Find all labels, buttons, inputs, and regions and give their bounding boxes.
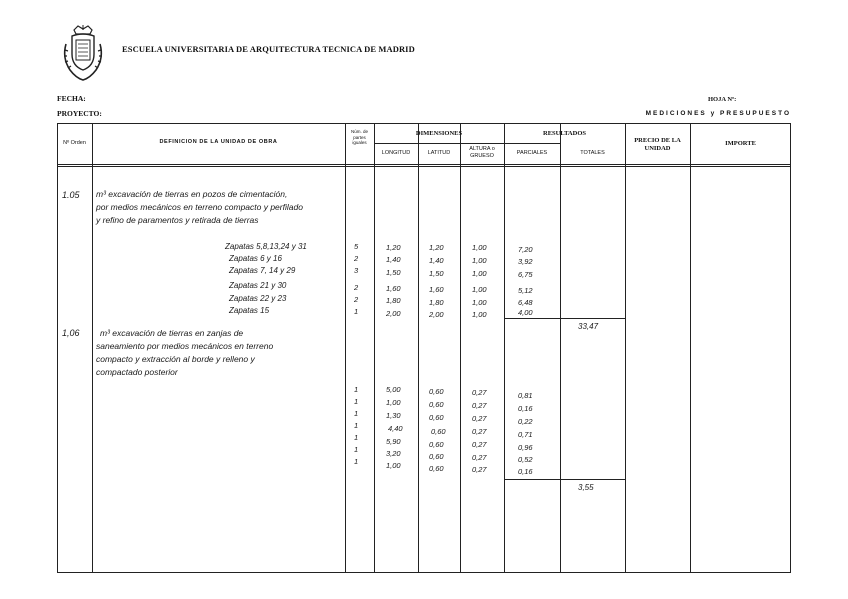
row-label: Zapatas 6 y 16 (229, 254, 282, 263)
row-n: 1 (354, 457, 359, 466)
row-parcial: 0,71 (518, 430, 533, 439)
item-description-line: m³ excavación de tierras en pozos de cimentación, (96, 189, 288, 199)
header-orden: Nº Orden (63, 140, 86, 146)
header-latitud: LATITUD (427, 150, 451, 156)
col-divider (418, 123, 419, 573)
item-order-number: 1,06 (62, 328, 80, 338)
row-latitud: 0,60 (429, 452, 444, 461)
col-divider (504, 123, 505, 573)
row-longitud: 3,20 (386, 449, 401, 458)
row-latitud: 0,60 (429, 400, 444, 409)
row-longitud: 2,00 (386, 309, 401, 318)
row-altura: 0,27 (472, 388, 487, 397)
item-total: 3,55 (578, 483, 594, 492)
row-parcial: 4,00 (518, 308, 533, 317)
row-latitud: 0,60 (429, 413, 444, 422)
row-longitud: 1,00 (386, 398, 401, 407)
row-altura: 0,27 (472, 414, 487, 423)
school-name: ESCUELA UNIVERSITARIA DE ARQUITECTURA TECNICA DE MADRID (122, 44, 415, 54)
header-parciales: PARCIALES (516, 150, 548, 156)
row-n: 1 (354, 421, 359, 430)
header-altura: ALTURA o GRUESO (469, 146, 495, 159)
header-longitud: LONGITUD (381, 150, 411, 156)
row-parcial: 0,81 (518, 391, 533, 400)
row-longitud: 1,60 (386, 284, 401, 293)
col-divider (625, 123, 626, 573)
row-label: Zapatas 7, 14 y 29 (229, 266, 296, 275)
hoja-label: HOJA Nº: (708, 96, 737, 103)
row-latitud: 0,60 (429, 464, 444, 473)
row-n: 1 (354, 397, 359, 406)
row-altura: 0,27 (472, 427, 487, 436)
header-precio: PRECIO DE LA UNIDAD (634, 137, 681, 152)
row-parcial: 0,16 (518, 404, 533, 413)
row-longitud: 1,20 (386, 243, 401, 252)
item-description-line: m³ excavación de tierras en zanjas de (100, 328, 244, 338)
header-subdivider (374, 143, 560, 144)
col-divider (92, 123, 93, 573)
row-longitud: 1,80 (386, 296, 401, 305)
section-title: MEDICIONES y PRESUPUESTO (645, 110, 791, 117)
row-longitud: 5,90 (386, 437, 401, 446)
row-label: Zapatas 21 y 30 (229, 281, 287, 290)
header-bottom-line (57, 166, 791, 167)
item-total: 33,47 (578, 322, 599, 331)
row-parcial: 0,52 (518, 455, 533, 464)
row-parcial: 6,48 (518, 298, 533, 307)
item-order-number: 1.05 (62, 190, 80, 200)
row-altura: 1,00 (472, 298, 487, 307)
row-latitud: 1,80 (429, 298, 444, 307)
header-resultados: RESULTADOS (543, 130, 586, 137)
row-latitud: 1,50 (429, 269, 444, 278)
row-latitud: 2,00 (429, 310, 444, 319)
row-parcial: 0,22 (518, 417, 533, 426)
col-divider (374, 123, 375, 573)
header-totales: TOTALES (580, 150, 605, 156)
proyecto-label: PROYECTO: (57, 109, 102, 118)
row-longitud: 5,00 (386, 385, 401, 394)
row-altura: 0,27 (472, 453, 487, 462)
row-altura: 1,00 (472, 310, 487, 319)
total-underline (504, 318, 625, 319)
row-longitud: 1,00 (386, 461, 401, 470)
row-latitud: 0,60 (429, 440, 444, 449)
row-n: 3 (354, 266, 359, 275)
row-altura: 1,00 (472, 269, 487, 278)
row-latitud: 0,60 (431, 427, 446, 436)
row-altura: 0,27 (472, 440, 487, 449)
row-n: 1 (354, 385, 359, 394)
item-description-line: compacto y extracción al borde y relleno y (96, 354, 255, 364)
row-longitud: 1,50 (386, 268, 401, 277)
item-description-line: compactado posterior (96, 367, 178, 377)
row-latitud: 1,40 (429, 256, 444, 265)
row-altura: 1,00 (472, 285, 487, 294)
row-parcial: 5,12 (518, 286, 533, 295)
row-altura: 1,00 (472, 243, 487, 252)
total-underline (504, 479, 625, 480)
header-importe: IMPORTE (725, 140, 756, 147)
row-latitud: 0,60 (429, 387, 444, 396)
row-altura: 0,27 (472, 465, 487, 474)
row-n: 1 (354, 409, 359, 418)
row-altura: 0,27 (472, 401, 487, 410)
row-n: 2 (354, 295, 359, 304)
row-label: Zapatas 5,8,13,24 y 31 (225, 242, 307, 251)
row-n: 2 (354, 254, 359, 263)
university-seal-logo (60, 24, 106, 82)
row-longitud: 1,30 (386, 411, 401, 420)
item-description-line: por medios mecánicos en terreno compacto y perfilado (96, 202, 303, 212)
col-divider (690, 123, 691, 573)
col-divider (560, 123, 561, 573)
header-num-partes: Núm. de partes iguales (350, 129, 368, 145)
row-parcial: 0,96 (518, 443, 533, 452)
row-longitud: 4,40 (388, 424, 403, 433)
row-altura: 1,00 (472, 256, 487, 265)
row-latitud: 1,60 (429, 285, 444, 294)
row-n: 1 (354, 307, 359, 316)
row-n: 1 (354, 433, 359, 442)
header-dimensiones: DIMENSIONES (415, 130, 463, 137)
row-parcial: 7,20 (518, 245, 533, 254)
row-parcial: 0,16 (518, 467, 533, 476)
row-latitud: 1,20 (429, 243, 444, 252)
item-description-line: y refino de paramentos y retirada de tierras (96, 215, 259, 225)
row-n: 1 (354, 445, 359, 454)
col-divider (460, 123, 461, 573)
header-definicion: DEFINICION DE LA UNIDAD DE OBRA (159, 139, 278, 145)
row-longitud: 1,40 (386, 255, 401, 264)
row-label: Zapatas 22 y 23 (229, 294, 287, 303)
header-bottom-line (57, 164, 791, 165)
item-description-line: saneamiento por medios mecánicos en terreno (96, 341, 274, 351)
row-n: 2 (354, 283, 359, 292)
row-n: 5 (354, 242, 359, 251)
row-parcial: 3,92 (518, 257, 533, 266)
row-label: Zapatas 15 (229, 306, 270, 315)
row-parcial: 6,75 (518, 270, 533, 279)
col-divider (345, 123, 346, 573)
fecha-label: FECHA: (57, 94, 86, 103)
